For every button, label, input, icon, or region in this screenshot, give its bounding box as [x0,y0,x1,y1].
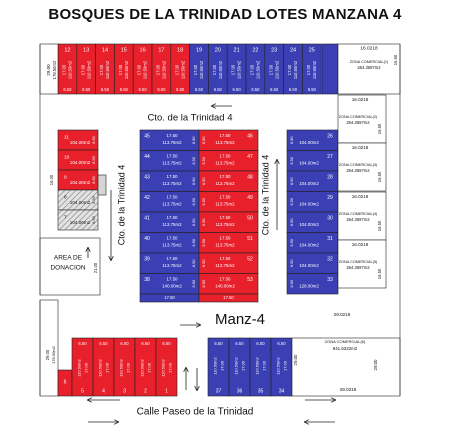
lot-number: 46 [247,133,253,140]
lot-number: 8 [64,195,67,201]
lot-number: 3 [123,388,126,395]
commercial-side: 16.50 [377,171,383,183]
lot-front: 6.50 [214,341,223,347]
street-name-right: Cto. de la Trinidad 4 [260,154,271,236]
lot-area: 113.75m2 [215,242,235,248]
lot-area: 113.75m2 [215,181,235,187]
lot-front: 17.50 [166,133,178,139]
lot-depth: 17.00 [136,64,142,76]
lot-area: 113.75m2 [162,201,182,207]
lot-number: 39 [144,256,150,263]
lot-bottom-1 [156,338,177,396]
lot-area: 110.50m2 [217,60,223,80]
lot-depth: 17.00 [83,362,89,374]
lot-side: 6.50 [92,216,96,224]
lot-number: 4 [102,388,105,395]
lot-number: 30 [327,215,333,222]
commercial-side: 16.50 [377,123,383,135]
commercial-name: ZONA COMERCIAL(5) [338,260,378,264]
lot-number: 52 [247,256,253,263]
lot-side: 6.50 [92,196,96,204]
lot-number: 36 [236,388,243,395]
lot-left-small [98,175,106,195]
lot-bottom-5 [72,338,93,396]
lot-number: 47 [247,153,253,160]
lot-area: 110.50m2 [311,60,317,80]
commercial-side: 16.50 [393,54,399,66]
lot-front: 17.50 [219,235,231,241]
lot-front: 6.50 [307,87,316,93]
lot-side: 6.50 [92,176,96,184]
commercial-side: 16.50 [377,268,383,280]
lot-front: 17.50 [166,153,178,159]
commercial6-side-left: 29.00 [293,354,299,366]
lot-front: 6.50 [78,341,87,347]
lot-front: 17.50 [219,256,231,262]
donation-label-1: AREA DE [53,254,83,262]
lot-area: 110.50m2 [123,60,129,80]
lot-area: 113.75m2 [215,160,235,166]
lot-depth: 17.00 [61,64,67,76]
lot-front: 6.50 [288,87,298,93]
strip-dim: 29.00 [46,64,52,76]
lot-side: 6.50 [290,157,294,165]
center-bottom-left-front: 17.50 [164,295,175,301]
plan-title: BOSQUES DE LA TRINIDAD LOTES MANZANA 4 [48,6,402,23]
lot-number: 38 [144,276,150,283]
commercial6-front: 29.0218 [339,387,357,393]
donation-label-2: DONACION [50,264,86,272]
lot-front: 17.50 [219,153,231,159]
lot-side: 6.50 [92,156,96,164]
lot-depth: 17.00 [268,64,274,76]
commercial-name: ZONA COMERCIAL(4) [338,212,378,216]
commercial-area: 264.3597m2 [357,65,381,71]
lot-number: 19 [195,47,203,54]
lot-front: 6.50 [82,87,91,93]
lot-number: 48 [247,174,253,181]
lot-number: 45 [144,133,150,140]
lot-area: 104.00m2 [69,200,91,206]
lot-front: 17.50 [166,194,178,200]
lot-side: 6.50 [202,280,206,288]
lot-number: 11 [64,135,69,141]
lot-number: 25 [308,47,315,54]
center-bottom-right-front: 17.50 [223,295,234,301]
lot-number: 7 [64,215,67,221]
lot-front: 6.50 [100,87,110,93]
lot-area: 113.75m2 [162,160,182,166]
lot-area: 104.00m2 [69,180,91,186]
lot-side: 6.50 [202,239,206,247]
lot-number: 53 [247,276,253,283]
lot-area: 113.75m2 [215,201,235,207]
lot-side: 6.50 [192,280,196,288]
lot-front: 17.50 [219,174,231,180]
lot-side: 6.50 [192,177,196,185]
commercial6-area: 841.6322m2 [332,346,358,352]
lot-bottom-35 [250,338,271,396]
lot-front: 6.50 [176,87,185,93]
lot-depth: 17.00 [146,362,152,374]
lot-front: 17.50 [166,256,178,262]
lot-top-extra [322,44,338,94]
lot-front: 6.50 [194,87,204,93]
lot-side: 6.50 [290,198,294,206]
lot-front: 6.50 [120,341,129,347]
lot-bottom-37 [208,338,229,396]
commercial-name: ZONA COMERCIAL(3) [338,163,378,167]
lot-front: 17.50 [219,194,231,200]
commercial-front: 16.0218 [351,242,369,248]
lot-area: 113.75m2 [162,242,182,248]
lot-front: 6.50 [63,87,72,93]
lot-area: 104.00m2 [299,160,319,166]
lot-side: 6.50 [290,239,294,247]
lot-depth: 17.00 [282,360,288,372]
lot-number: 22 [252,47,259,54]
lot-number: 14 [101,47,109,54]
lot-number: 15 [120,47,127,54]
commercial-area: 264.3597m2 [346,168,370,174]
lot-number: 10 [64,155,70,161]
lot-area: 104.00m2 [299,222,319,228]
lot-number: 29 [327,194,333,201]
lot-front: 6.50 [157,87,166,93]
lot-number: 9 [64,175,67,181]
left-col-front: 16.00 [49,174,55,186]
lot-depth: 17.00 [155,64,161,76]
lot-number: 17 [158,47,165,54]
lot-front: 6.50 [213,87,222,93]
lot-depth: 17.00 [305,64,311,76]
lot-number: 43 [144,174,150,181]
lot-number: 49 [247,194,253,201]
lot-number: 18 [177,47,184,54]
lot-side: 6.50 [202,198,206,206]
commercial-side: 16.50 [377,220,383,232]
lot-bottom-2 [135,338,156,396]
lot-number: 12 [64,47,71,54]
street-name-bottom: Calle Paseo de la Trinidad [136,406,254,418]
lot-number: 50 [247,215,253,222]
lot-area: 140.00m2 [215,283,235,289]
lot-area: 110.50m2 [236,60,242,80]
lot-side: 6.50 [202,218,206,226]
lot-depth: 17.00 [167,362,173,374]
lot-depth: 17.00 [287,64,293,76]
commercial6-name: ZONA COMERCIAL(6) [324,339,366,345]
lot-area: 110.50m2 [199,60,205,80]
left-strip-bottom-area: 178.50m2 [51,346,57,364]
lot-area: 104.00m2 [69,140,91,146]
commercial-front: 16.0218 [351,97,369,103]
lot-area: 110.50m2 [142,60,148,80]
lot-number: 24 [289,47,297,54]
lot-area: 110.50m2 [255,60,261,80]
lot-number: 26 [327,133,333,140]
lot-front: 17.50 [219,276,231,282]
lot-area: 113.75m2 [162,222,182,228]
lot-side: 6.50 [192,136,196,144]
lot-area: 110.50m2 [180,60,186,80]
lot-area: 110.50m2 [105,60,111,80]
lot-front: 17.50 [166,235,178,241]
lot-front: 6.50 [277,341,286,347]
lot-side: 6.50 [192,259,196,267]
lot-area: 110.50m2 [160,359,166,377]
lot-side: 6.50 [202,136,206,144]
lot-area: 110.50m2 [97,359,103,377]
lot-number: 37 [215,388,222,395]
lot-area: 110.50m2 [161,60,167,80]
lot-number: 28 [327,174,333,181]
lot-front: 6.50 [99,341,108,347]
lot-side: 6.50 [202,157,206,165]
lot-number: 5 [81,388,84,395]
lot-front: 6.50 [270,87,279,93]
lot-number: 13 [83,47,90,54]
lot-side: 6.50 [290,177,294,185]
commercial-area: 264.3597m2 [346,265,370,271]
lot-number: 21 [233,47,240,54]
commercial-area: 264.3597m2 [346,120,370,126]
lot-side: 6.50 [202,177,206,185]
lot-number: 23 [271,47,278,54]
lot-depth: 17.00 [99,64,105,76]
lot-number: 31 [327,235,333,242]
lot-area: 110.50m2 [118,359,124,377]
lot-side: 6.50 [290,259,294,267]
lot-depth: 17.00 [193,64,199,76]
lot-area: 110.50m2 [233,357,239,375]
lot-front: 17.50 [219,215,231,221]
lot-front: 17.50 [166,215,178,221]
commercial6-side-right: 29.00 [373,359,379,371]
strip-area: 178.50m2 [52,60,58,80]
lot-front: 6.50 [119,87,128,93]
lot-side: 6.50 [192,239,196,247]
lot-number: 41 [144,215,150,222]
lot-area: 110.50m2 [67,60,73,80]
left-strip-bottom-dim: 29.00 [45,349,51,361]
lot-area: 104.00m2 [299,242,319,248]
lot-area: 110.50m2 [139,359,145,377]
lot-side: 6.50 [192,218,196,226]
lot-bottom-34 [271,338,292,396]
lot-number: 33 [327,276,333,283]
commercial6-front-top: 29.0218 [333,312,351,318]
lot-area: 128.00m2 [299,283,319,289]
lot-front: 6.50 [256,341,265,347]
donation-dim: 21.00 [93,262,99,274]
lot-depth: 17.00 [104,362,110,374]
lot-area: 110.50m2 [293,60,299,80]
lot-side: 6.50 [192,157,196,165]
lot-number: 40 [144,235,150,242]
lot-depth: 17.00 [219,360,225,372]
lot-area: 104.00m2 [299,181,319,187]
lot-area: 104.00m2 [69,160,91,166]
commercial-name: ZONA COMERCIAL(1) [349,60,389,64]
lot-number: 16 [139,47,146,54]
lot-depth: 17.00 [249,64,255,76]
lot-number: 20 [214,47,221,54]
commercial-name: ZONA COMERCIAL(2) [338,115,378,119]
lot-area: 104.00m2 [299,140,319,146]
lot-area: 110.50m2 [275,357,281,375]
lot-bottom-3 [114,338,135,396]
lot-side: 6.50 [192,198,196,206]
lot-area: 110.50m2 [274,60,280,80]
lot-bottom-36 [229,338,250,396]
lot-front: 6.50 [141,341,150,347]
lot-front: 6.50 [235,341,244,347]
lot-area: 113.75m2 [215,140,235,146]
lot-number: 6 [63,379,67,386]
lot-depth: 17.00 [261,360,267,372]
lot-side: 6.50 [92,136,96,144]
lot-side: 6.50 [202,259,206,267]
lot-number: 1 [165,388,168,395]
lot-front: 17.50 [166,174,178,180]
lot-number: 42 [144,194,150,201]
commercial-area: 264.3597m2 [346,217,370,223]
lot-side: 6.50 [290,136,294,144]
lot-front: 17.50 [166,276,178,282]
lot-number: 2 [144,388,147,395]
lot-area: 104.00m2 [299,263,319,269]
lot-depth: 17.00 [230,64,236,76]
lot-depth: 17.00 [211,64,217,76]
lot-area: 110.50m2 [86,60,92,80]
lot-depth: 17.00 [117,64,123,76]
lot-side: 6.50 [290,218,294,226]
lot-area: 113.75m2 [215,222,235,228]
commercial-front: 16.0218 [351,194,369,200]
lot-front: 6.50 [162,341,171,347]
lot-bottom-4 [93,338,114,396]
lot-depth: 17.00 [80,64,86,76]
lot-area: 110.50m2 [254,357,260,375]
lot-front: 17.50 [219,133,231,139]
lot-number: 32 [327,256,333,263]
street-name-top: Cto. de la Trinidad 4 [147,112,233,124]
lot-number: 27 [327,153,333,160]
lot-number: 34 [278,388,285,395]
lot-depth: 17.00 [174,64,180,76]
lot-area: 104.00m2 [69,220,91,226]
lot-area: 110.50m2 [212,357,218,375]
lot-depth: 17.00 [125,362,131,374]
lot-area: 110.50m2 [76,359,82,377]
block-label: Manz-4 [214,310,266,328]
lot-depth: 17.00 [240,360,246,372]
lot-front: 6.50 [251,87,260,93]
lot-area: 113.75m2 [162,263,182,269]
lot-area: 113.75m2 [162,140,182,146]
street-name-left: Cto. de la Trinidad 4 [116,164,127,246]
lot-area: 113.75m2 [162,181,182,187]
commercial-front: 16.0218 [360,46,378,52]
lot-front: 6.50 [232,87,241,93]
lot-area: 113.75m2 [215,263,235,269]
commercial-front: 16.0218 [351,145,369,151]
lot-side: 6.50 [290,280,294,288]
lot-number: 51 [247,235,253,242]
lot-area: 140.00m2 [162,283,182,289]
lot-front: 6.50 [138,87,147,93]
lot-number: 35 [257,388,264,395]
lot-number: 44 [144,153,150,160]
lot-area: 104.00m2 [299,201,319,207]
